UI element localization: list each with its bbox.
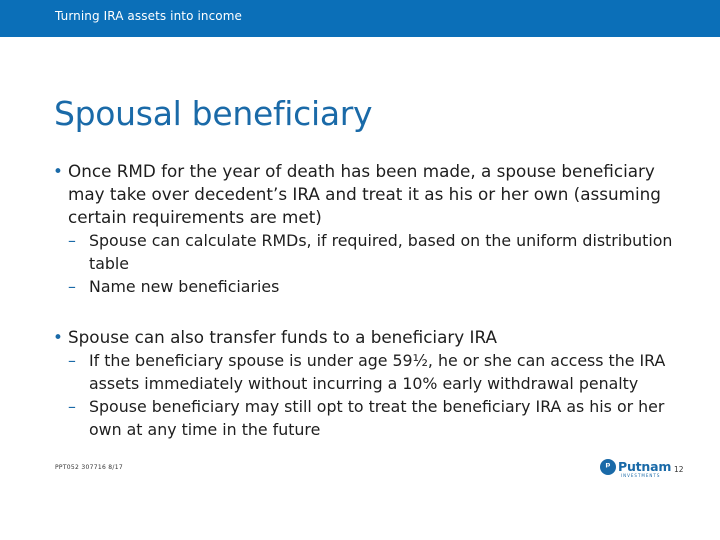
sub-bullet-item	[53, 275, 673, 298]
dash-icon: –	[68, 351, 76, 370]
dash-icon: –	[68, 231, 76, 250]
sub-bullet-item	[53, 395, 673, 441]
header-bar	[0, 0, 720, 37]
page-number: 12	[674, 465, 684, 474]
slide-body	[53, 160, 673, 441]
bullet-item	[53, 160, 673, 229]
sub-bullet-text: If the beneficiary spouse is under age 59½, he or she can access the IRA assets immediately without incurring a 10% early withdrawal penalty	[89, 351, 666, 393]
bullet-dot-icon: •	[53, 327, 63, 347]
logo-subtitle: INVESTMENTS	[621, 473, 661, 478]
slide-title: Spousal beneficiary	[54, 94, 373, 133]
section-title: Turning IRA assets into income	[55, 9, 242, 23]
sub-bullet-item	[53, 349, 673, 395]
putnam-logo	[600, 459, 672, 481]
bullet-text: Spouse can also transfer funds to a beneficiary IRA	[68, 327, 497, 347]
logo-name: Putnam	[618, 459, 672, 474]
sub-bullet-item	[53, 229, 673, 275]
sub-bullet-text: Spouse can calculate RMDs, if required, based on the uniform distribution table	[89, 231, 673, 273]
sub-bullet-text: Spouse beneficiary may still opt to treat the beneficiary IRA as his or her own at any time in the future	[89, 397, 665, 439]
logo-mark-icon: ᵖ	[605, 460, 611, 473]
sub-bullet-text: Name new beneficiaries	[89, 277, 280, 296]
dash-icon: –	[68, 277, 76, 296]
footer-code: PPT052 307716 8/17	[55, 464, 123, 471]
bullet-item	[53, 326, 673, 349]
dash-icon: –	[68, 397, 76, 416]
bullet-dot-icon: •	[53, 161, 63, 181]
bullet-text: Once RMD for the year of death has been made, a spouse beneficiary may take over decedent’s IRA and treat it as his or her own (assuming certain requirements are met)	[68, 161, 661, 227]
